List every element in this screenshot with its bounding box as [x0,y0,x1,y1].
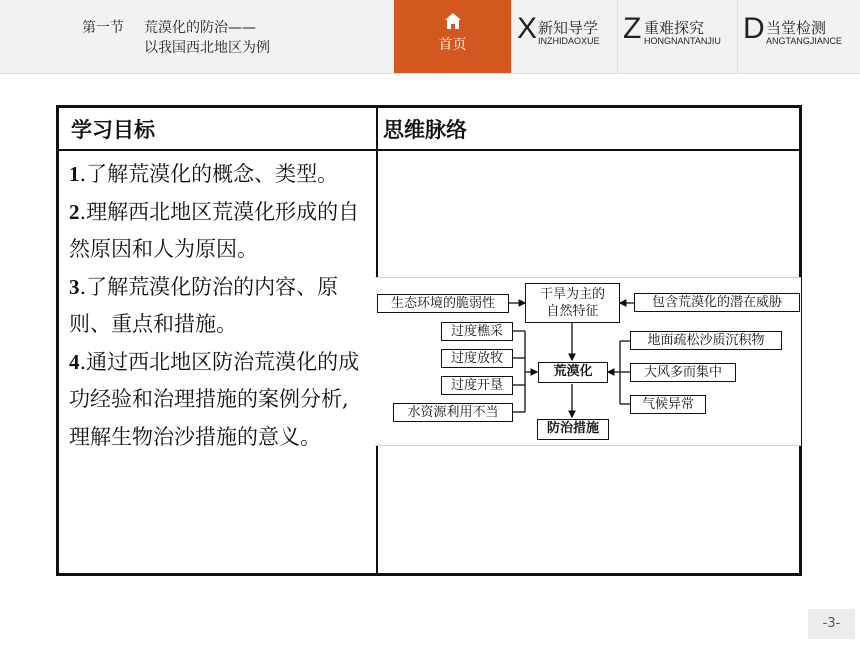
home-icon [444,12,462,30]
potential-threat-box: 包含荒漠化的潜在威胁 [634,293,800,312]
home-tab[interactable] [394,0,511,73]
tab-letter: Z [623,12,642,45]
cause-overcultivation-box: 过度开垦 [441,376,513,395]
tab-label: 重难探究 [644,19,705,37]
home-label: 首页 [438,37,467,53]
objectives-list [69,156,369,456]
cause-water-misuse-box: 水资源利用不当 [393,403,513,422]
ecological-fragility-box: 生态环境的脆弱性 [377,294,509,313]
cause-climate-box: 气候异常 [630,395,706,414]
section-number: 第一节 [82,20,124,36]
cause-overgrazing-box: 过度放牧 [441,349,513,368]
tab-label: 新知导学 [538,19,599,37]
desertification-diagram [375,277,801,446]
tab-pinyin: ANGTANGJIANCE [766,36,842,46]
natural-feature-box: 干旱为主的 自然特征 [525,283,620,323]
header-mind-map: 思维脉络 [383,118,467,142]
objective-item: 3.了解荒漠化防治的内容、原则、重点和措施。 [69,274,339,336]
tab-label: 当堂检测 [766,19,827,37]
page-number: -3- [808,609,855,639]
cause-sandy-sediment-box: 地面疏松沙质沉积物 [630,331,782,350]
section-title-line2: 以我国西北地区为例 [144,40,270,56]
tab-xinzhidaoxue[interactable] [511,0,618,73]
cause-overcutting-box: 过度樵采 [441,322,513,341]
prevention-measures-box: 防治措施 [537,419,609,440]
tab-letter: X [517,12,538,45]
tab-pinyin: INZHIDAOXUE [538,36,600,46]
section-title-line1: 荒漠化的防治—— [144,20,256,36]
header-learning-objectives: 学习目标 [71,118,155,142]
objective-item: 4.通过西北地区防治荒漠化的成功经验和治理措施的案例分析,理解生物治沙措施的意义。 [69,349,360,449]
objective-item: 1.了解荒漠化的概念、类型。 [69,162,339,186]
tab-dangtangjiance[interactable] [737,0,860,73]
tab-pinyin: HONGNANTANJIU [644,36,721,46]
tab-zhongnantanjiu[interactable] [617,0,738,73]
desertification-box: 荒漠化 [538,362,608,383]
row-divider [59,149,799,151]
objective-item: 2.理解西北地区荒漠化形成的自然原因和人为原因。 [69,199,360,261]
cause-strong-wind-box: 大风多而集中 [630,363,736,382]
section-title [82,18,270,58]
top-header [0,0,860,74]
tab-letter: D [743,12,765,45]
